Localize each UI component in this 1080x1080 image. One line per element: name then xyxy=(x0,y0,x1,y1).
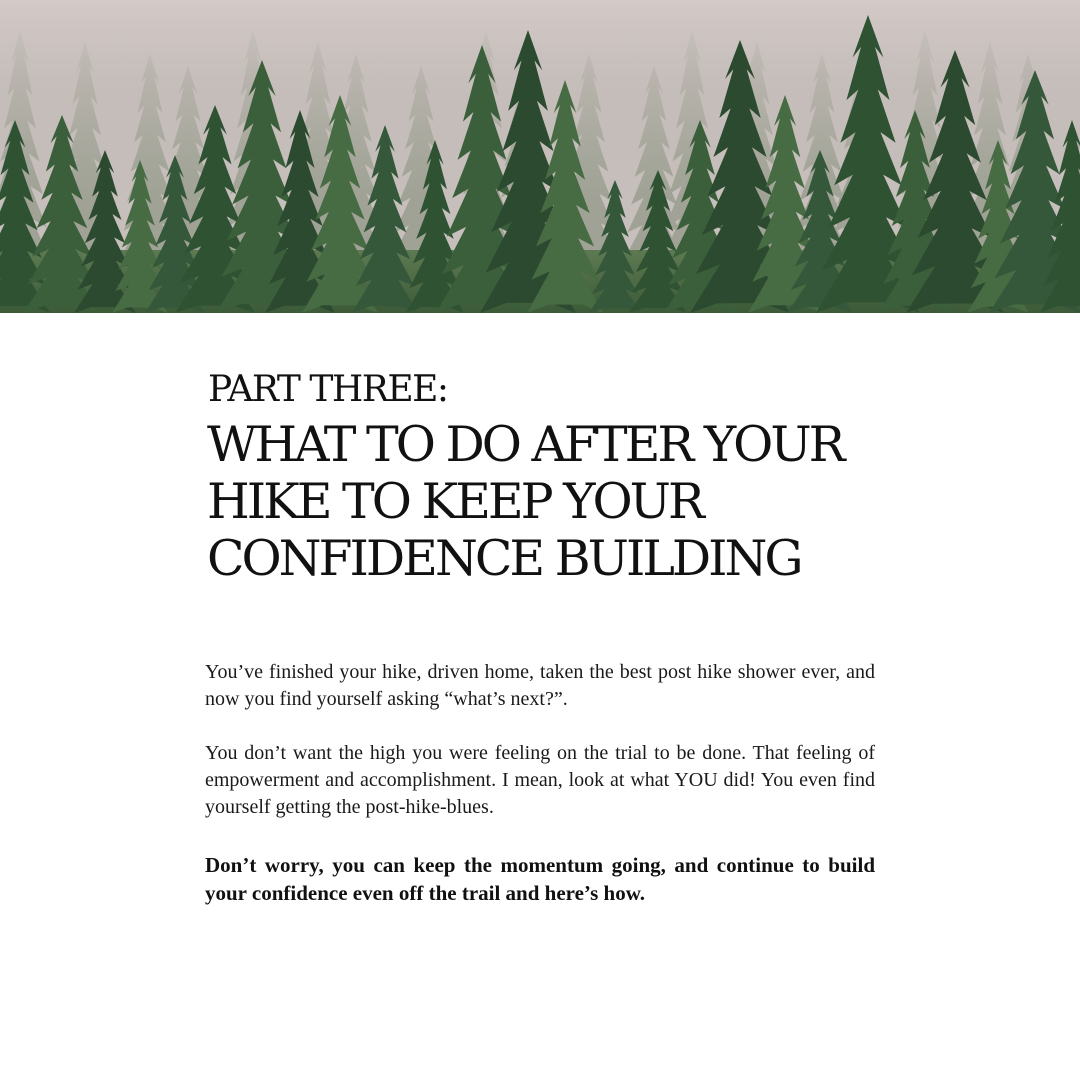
page-title: WHAT TO DO AFTER YOUR HIKE TO KEEP YOUR CONFIDENCE BUILDING xyxy=(207,416,843,587)
part-kicker: PART THREE: xyxy=(208,369,448,410)
article-content xyxy=(205,369,875,905)
forest-header-image xyxy=(0,0,1080,313)
intro-paragraph: You’ve finished your hike, driven home, taken the best post hike shower ever, and now you find yourself asking “what’s next?”. xyxy=(205,661,875,710)
pine-forest-illustration xyxy=(0,0,1080,313)
emphasis-paragraph: Don’t worry, you can keep the momentum going, and continue to build your confidence even off the trail and here’s how. xyxy=(205,853,875,905)
second-paragraph: You don’t want the high you were feeling on the trial to be done. That feeling of empowerment and accomplishment. I mean, look at what YOU did! You even find yourself getting the post-hike-blues. xyxy=(205,742,875,818)
